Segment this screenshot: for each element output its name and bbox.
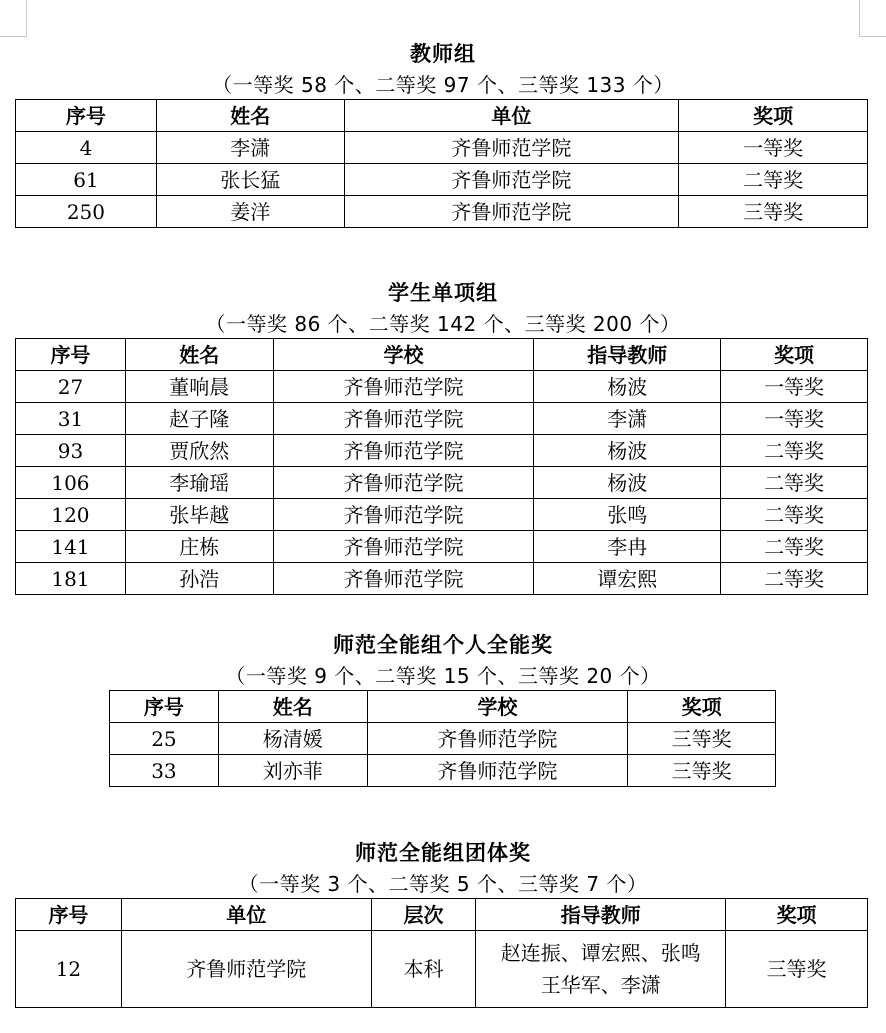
cell: 张毕越 — [125, 499, 273, 531]
cell: 三等奖 — [726, 931, 868, 1008]
table-row — [16, 132, 868, 164]
cell: 33 — [110, 755, 219, 787]
cell: 93 — [16, 435, 126, 467]
header-cell: 单位 — [121, 899, 371, 931]
cell: 齐鲁师范学院 — [273, 403, 534, 435]
table-row — [16, 499, 868, 531]
instructors-line-1: 赵连振、谭宏熙、张鸣 — [500, 941, 701, 965]
cell: 姜洋 — [156, 196, 344, 228]
table-header-row — [16, 100, 868, 132]
cell: 齐鲁师范学院 — [273, 499, 534, 531]
cell: 齐鲁师范学院 — [273, 531, 534, 563]
cell: 齐鲁师范学院 — [367, 755, 628, 787]
cell: 贾欣然 — [125, 435, 273, 467]
cell: 4 — [16, 132, 157, 164]
table-row — [16, 435, 868, 467]
header-cell: 单位 — [344, 100, 679, 132]
cell: 齐鲁师范学院 — [344, 132, 679, 164]
cell: 106 — [16, 467, 126, 499]
cell: 庄栋 — [125, 531, 273, 563]
cell: 杨波 — [534, 435, 721, 467]
table-row — [16, 531, 868, 563]
cell: 李冉 — [534, 531, 721, 563]
header-cell: 指导教师 — [534, 339, 721, 371]
cell: 二等奖 — [721, 499, 868, 531]
individual-allround-subtitle: （一等奖 9 个、二等奖 15 个、三等奖 20 个） — [225, 664, 661, 688]
cell: 董响晨 — [125, 371, 273, 403]
header-cell: 层次 — [371, 899, 476, 931]
page-corner-mark-right — [859, 0, 886, 37]
table-header-row — [16, 899, 868, 931]
cell: 31 — [16, 403, 126, 435]
table-row — [16, 563, 868, 595]
teacher-group-subtitle: （一等奖 58 个、二等奖 97 个、三等奖 133 个） — [212, 73, 674, 97]
header-cell: 序号 — [16, 899, 122, 931]
cell: 141 — [16, 531, 126, 563]
header-cell: 序号 — [110, 691, 219, 723]
cell: 齐鲁师范学院 — [273, 563, 534, 595]
cell: 一等奖 — [679, 132, 868, 164]
cell: 齐鲁师范学院 — [121, 931, 371, 1008]
cell: 一等奖 — [721, 403, 868, 435]
table-header-row — [16, 339, 868, 371]
cell: 二等奖 — [721, 467, 868, 499]
cell: 三等奖 — [679, 196, 868, 228]
cell: 赵子隆 — [125, 403, 273, 435]
cell: 张长猛 — [156, 164, 344, 196]
cell: 250 — [16, 196, 157, 228]
cell: 181 — [16, 563, 126, 595]
student-single-group-subtitle: （一等奖 86 个、二等奖 142 个、三等奖 200 个） — [205, 312, 681, 336]
team-award-table — [15, 898, 868, 1008]
header-cell: 奖项 — [726, 899, 868, 931]
header-cell: 学校 — [367, 691, 628, 723]
cell: 杨波 — [534, 371, 721, 403]
header-cell: 姓名 — [218, 691, 367, 723]
table-row — [110, 755, 776, 787]
cell: 12 — [16, 931, 122, 1008]
cell: 二等奖 — [721, 435, 868, 467]
table-row — [16, 467, 868, 499]
cell: 齐鲁师范学院 — [344, 196, 679, 228]
cell: 本科 — [371, 931, 476, 1008]
instructors-line-2: 王华军、李潇 — [540, 973, 661, 997]
header-cell: 奖项 — [721, 339, 868, 371]
header-cell: 指导教师 — [476, 899, 726, 931]
cell: 刘亦菲 — [218, 755, 367, 787]
table-row — [16, 371, 868, 403]
header-cell: 学校 — [273, 339, 534, 371]
cell: 孙浩 — [125, 563, 273, 595]
table-row — [16, 403, 868, 435]
team-award-subtitle: （一等奖 3 个、二等奖 5 个、三等奖 7 个） — [238, 872, 648, 896]
cell: 李潇 — [534, 403, 721, 435]
cell: 齐鲁师范学院 — [367, 723, 628, 755]
cell: 齐鲁师范学院 — [273, 435, 534, 467]
cell: 二等奖 — [679, 164, 868, 196]
teacher-group-title: 教师组 — [410, 42, 476, 66]
cell: 李潇 — [156, 132, 344, 164]
cell: 27 — [16, 371, 126, 403]
header-cell: 姓名 — [156, 100, 344, 132]
teacher-group-table — [15, 99, 868, 228]
cell: 杨波 — [534, 467, 721, 499]
student-single-group-title: 学生单项组 — [388, 281, 498, 305]
page-corner-mark-left — [0, 0, 27, 37]
cell: 三等奖 — [628, 755, 776, 787]
cell: 120 — [16, 499, 126, 531]
student-single-group-table — [15, 338, 868, 595]
header-cell: 序号 — [16, 339, 126, 371]
cell: 齐鲁师范学院 — [273, 371, 534, 403]
cell: 张鸣 — [534, 499, 721, 531]
header-cell: 序号 — [16, 100, 157, 132]
table-row — [16, 196, 868, 228]
cell: 二等奖 — [721, 563, 868, 595]
cell: 61 — [16, 164, 157, 196]
cell: 齐鲁师范学院 — [273, 467, 534, 499]
header-cell: 奖项 — [679, 100, 868, 132]
cell: 25 — [110, 723, 219, 755]
individual-allround-table — [109, 690, 776, 787]
cell: 谭宏熙 — [534, 563, 721, 595]
cell: 齐鲁师范学院 — [344, 164, 679, 196]
cell: 三等奖 — [628, 723, 776, 755]
team-award-title: 师范全能组团体奖 — [355, 841, 531, 865]
cell: 李瑜瑶 — [125, 467, 273, 499]
table-row — [16, 164, 868, 196]
individual-allround-title: 师范全能组个人全能奖 — [333, 633, 553, 657]
cell: 一等奖 — [721, 371, 868, 403]
cell: 杨清媛 — [218, 723, 367, 755]
table-row — [110, 723, 776, 755]
header-cell: 奖项 — [628, 691, 776, 723]
table-header-row — [110, 691, 776, 723]
header-cell: 姓名 — [125, 339, 273, 371]
table-row — [16, 931, 868, 1008]
cell-instructors — [476, 931, 726, 1008]
cell: 二等奖 — [721, 531, 868, 563]
